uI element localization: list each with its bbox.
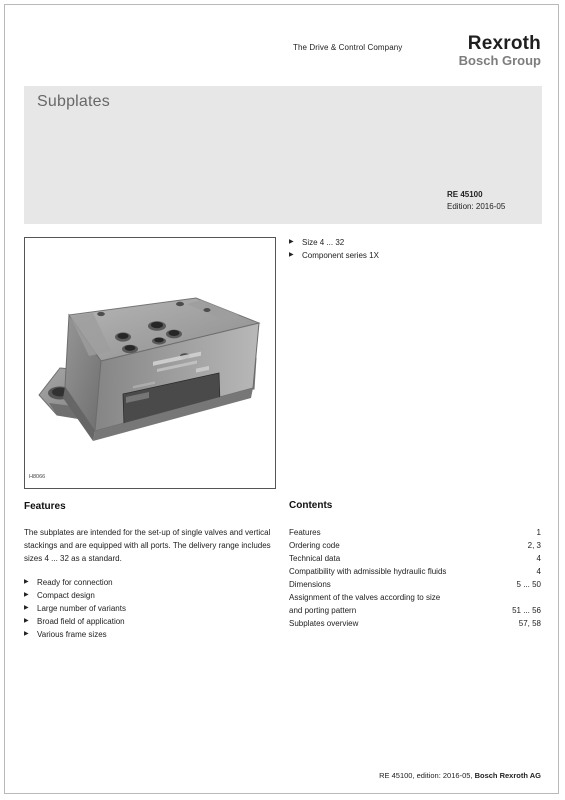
- contents-label: Subplates overview: [289, 619, 359, 628]
- triangle-right-icon: ▶: [24, 592, 29, 598]
- document-edition: Edition: 2016-05: [447, 202, 506, 211]
- feature-item: [24, 602, 126, 615]
- quick-facts-list: [289, 236, 379, 262]
- contents-page: 1: [536, 528, 541, 537]
- triangle-right-icon: ▶: [24, 605, 29, 611]
- product-image: [24, 237, 276, 489]
- contents-page: 2, 3: [527, 541, 541, 550]
- features-list: [24, 576, 126, 641]
- contents-label-line: and porting pattern: [289, 606, 357, 615]
- quick-fact-item: [289, 249, 379, 262]
- contents-row: [289, 539, 541, 552]
- contents-label-line: Assignment of the valves according to size: [289, 593, 441, 602]
- contents-page: 4: [536, 554, 541, 563]
- contents-row: [289, 565, 541, 578]
- company-tagline: The Drive & Control Company: [293, 43, 403, 52]
- feature-label: Ready for connection: [37, 578, 113, 587]
- feature-label: Various frame sizes: [37, 630, 107, 639]
- features-intro: The subplates are intended for the set-up of single valves and vertical stackings and are equipped with all ports. The delivery range includes sizes 4 ... 32 as a standard.: [24, 528, 271, 563]
- contents-label: Compatibility with admissible hydraulic fluids: [289, 567, 447, 576]
- triangle-right-icon: ▶: [289, 252, 294, 258]
- quick-fact-item: [289, 236, 379, 249]
- contents-label: Technical data: [289, 554, 341, 563]
- contents-row: [289, 526, 541, 539]
- feature-label: Broad field of application: [37, 617, 125, 626]
- feature-item: [24, 589, 126, 602]
- contents-page: 5 ... 50: [516, 580, 541, 589]
- brand-subname: Bosch Group: [458, 53, 541, 68]
- contents-page: 51 ... 56: [512, 606, 541, 615]
- contents-label: [289, 591, 440, 617]
- footer-text: RE 45100, edition: 2016-05,: [379, 771, 473, 780]
- contents-row: [289, 552, 541, 565]
- document-number: RE 45100: [447, 190, 483, 199]
- page-title: Subplates: [37, 93, 110, 110]
- footer-company: Bosch Rexroth AG: [474, 771, 541, 780]
- contents-label: Features: [289, 528, 321, 537]
- triangle-right-icon: ▶: [24, 579, 29, 585]
- brand-logo: [459, 34, 541, 67]
- quick-fact-label: Component series 1X: [302, 251, 379, 260]
- page-footer: [379, 771, 541, 780]
- subplate-illustration: [25, 238, 275, 488]
- contents-page: 57, 58: [518, 619, 541, 628]
- image-code: H8066: [29, 474, 46, 480]
- title-band: [24, 86, 542, 224]
- feature-item: [24, 628, 126, 641]
- feature-item: [24, 576, 126, 589]
- quick-fact-label: Size 4 ... 32: [302, 238, 345, 247]
- triangle-right-icon: ▶: [24, 631, 29, 637]
- contents-row: [289, 617, 541, 630]
- feature-label: Compact design: [37, 591, 95, 600]
- feature-item: [24, 615, 126, 628]
- brand-name: Rexroth: [467, 33, 541, 54]
- triangle-right-icon: ▶: [289, 239, 294, 245]
- contents-table: [289, 526, 541, 630]
- features-title: Features: [24, 501, 66, 512]
- contents-label: Ordering code: [289, 541, 340, 550]
- contents-page: 4: [536, 567, 541, 576]
- contents-label: Dimensions: [289, 580, 331, 589]
- contents-title: Contents: [289, 500, 333, 511]
- contents-row: [289, 591, 541, 617]
- feature-label: Large number of variants: [37, 604, 126, 613]
- triangle-right-icon: ▶: [24, 618, 29, 624]
- contents-row: [289, 578, 541, 591]
